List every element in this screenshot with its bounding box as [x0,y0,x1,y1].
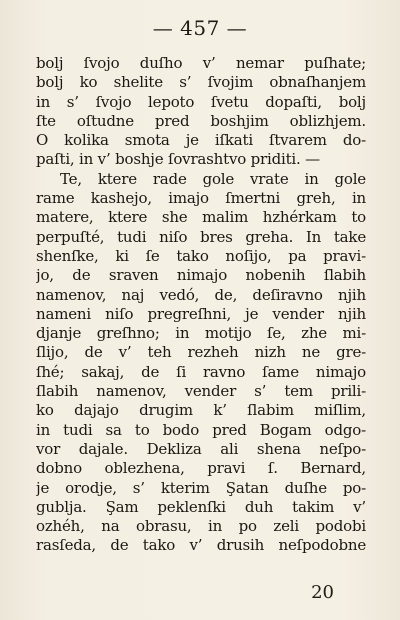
text-line: rame kashejo, imajo ſmertni greh, in [36,189,366,208]
text-line: dobno oblezhena, pravi ſ. Bernard, [36,459,366,478]
text-line: paſti, in v’ boshje ſovrashtvo priditi. — [36,150,320,169]
text-line: perpuſté, tudi niſo bres greha. In take [36,227,366,246]
text-line: djanje greſhno; in motijo ſe, zhe mi- [36,324,366,343]
text-line: vor dajale. Dekliza ali shena neſpo- [36,439,366,458]
text-line: shenſke, ki ſe tako noſijo, pa pravi- [36,246,366,265]
text-line: in tudi sa to bodo pred Bogam odgo- [36,420,366,439]
text-line: ſhé; sakaj, de ſi ravno ſame nimajo [36,362,366,381]
text-line: jo, de sraven nimajo nobenih ſlabih [36,266,366,285]
text-line: matere, ktere she malim hzhérkam to [36,208,366,227]
text-line: ozhéh, na obrasu, in po zeli podobi [36,517,366,536]
text-line: bolj ko shelite s’ ſvojim obnaſhanjem [36,73,366,92]
text-line: bolj ſvojo duſho v’ nemar puſhate; [36,54,366,72]
signature-mark: 20 [311,582,334,603]
text-line: in s’ ſvojo lepoto ſvetu dopaſti, bolj [36,92,366,111]
text-line: ſlijo, de v’ teh rezheh nizh ne gre- [36,343,366,362]
text-line: ko dajajo drugim k’ ſlabim miſlim, [36,401,366,420]
body-text [36,54,366,556]
text-line: ſlabih namenov, vender s’ tem prili- [36,382,366,401]
text-line: gublja. Şam peklenſki duh takim v’ [36,497,366,516]
text-line: ſte oſtudne pred boshjim oblizhjem. [36,111,366,130]
text-line: je orodje, s’ kterim Şatan duſhe po- [36,478,366,497]
page-number: — 457 — [152,16,248,40]
text-line: namenov, naj vedó, de, deſiravno njih [36,285,366,304]
text-line: O kolika smota je iſkati ſtvarem do- [36,131,366,150]
text-line: nameni niſo pregreſhni, je vender njih [36,304,366,323]
text-line: Te, ktere rade gole vrate in gole [60,169,366,188]
text-line: rasſeda, de tako v’ drusih neſpodobne [36,536,366,555]
